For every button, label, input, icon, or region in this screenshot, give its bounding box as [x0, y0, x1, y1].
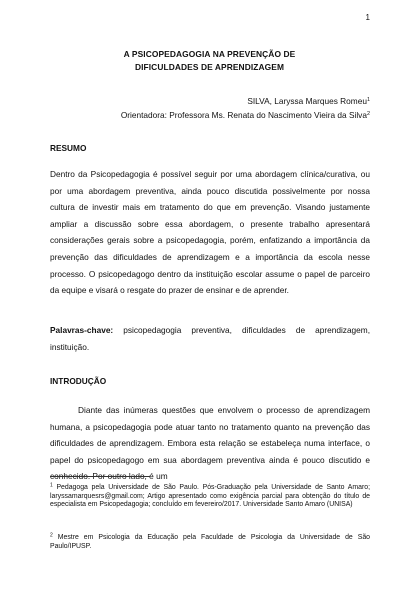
abstract-paragraph: Dentro da Psicopedagogia é possível seguir por uma abordagem clínica/curativa, ou por uma abordagem preventiva, ainda pouco discutida possivelmente por nossa cultura de investir mais em tratamento do que em prevenção. Visando justamente ampliar a discussão sobre essa abordagem, o presente trabalho apresentará considerações gerais sobre a psicopedagogia, porém, enfatizando a importância da prevenção das dificuldades de aprendizagem e a importância da escola nesse processo. O psicopedagogo dentro da instituição escolar assume o papel de parceiro da equipe e visará o resgate do prazer de ensinar e de aprender.	[50, 169, 370, 296]
author-block	[121, 94, 370, 122]
footnote-1	[50, 484, 370, 510]
author-line	[121, 94, 370, 108]
title-line-2: DIFICULDADES DE APRENDIZAGEM	[134, 62, 285, 72]
footnote-1-mark: 1	[50, 482, 53, 489]
advisor-line	[121, 108, 370, 122]
footnote-2-text: Mestre em Psicologia da Educação pela Faculdade de Psicologia da Universidade de São Paulo/IPUSP.	[50, 534, 370, 550]
footnote-2	[50, 534, 370, 551]
title-line-1: A PSICOPEDAGOGIA NA PREVENÇÃO DE	[123, 49, 296, 59]
footnote-2-mark: 2	[50, 532, 53, 539]
keywords-label: Palavras-chave:	[50, 325, 114, 335]
document-title	[0, 48, 419, 74]
advisor-name: Orientadora: Professora Ms. Renata do Nascimento Vieira da Silva	[120, 110, 367, 120]
footnote-1-text: Pedagoga pela Universidade de São Paulo. Pós-Graduação pela Universidade de Santo Amaro; laryssamarquesrs@gmail.com; Artigo apresentado como exigência parcial para obtenção do título de especialista em Psicopedagogia; concluído em fevereiro/2017. Universidade Santo Amaro (UNISA)	[50, 484, 370, 509]
advisor-footnote-mark: 2	[366, 111, 370, 117]
author-name: SILVA, Laryssa Marques Romeu	[247, 96, 367, 106]
footnote-separator	[50, 476, 150, 477]
intro-paragraph: Diante das inúmeras questões que envolvem o processo de aprendizagem humana, a psicopedagogia pode atuar tanto no tratamento quanto na prevenção das dificuldades de aprendizagem. Embora esta relação se estabeleça numa interface, o papel do psicopedagogo em sua abordagem preventiva ainda é pouco discutido e conhecido. Por outro lado, é um	[50, 405, 370, 482]
intro-heading: INTRODUÇÃO	[50, 376, 107, 386]
abstract-heading: RESUMO	[50, 143, 87, 153]
page-number: 1	[365, 13, 370, 22]
keywords-paragraph	[50, 322, 370, 355]
author-footnote-mark: 1	[366, 97, 370, 103]
keywords-text: psicopedagogia preventiva, dificuldades de aprendizagem, instituição.	[50, 325, 370, 352]
